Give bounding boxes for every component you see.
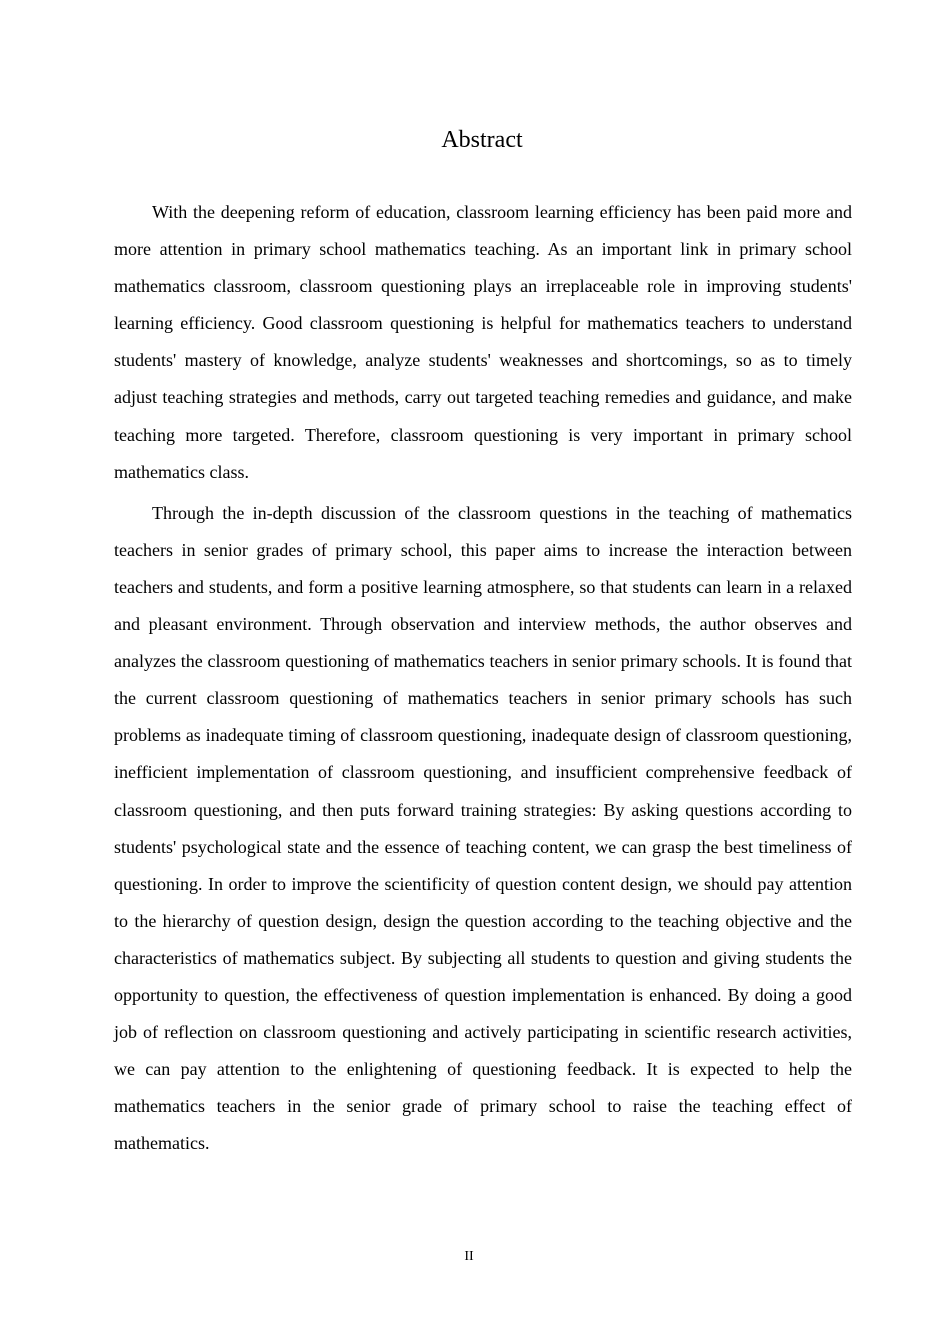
abstract-paragraph-1: With the deepening reform of education, classroom learning efficiency has been paid more and more attention in primary school mathematics teaching. As an important link in primary school mathematics classroom, classroom questioning plays an irreplaceable role in improving students' learning efficiency. Good classroom questioning is helpful for mathematics teachers to understand students' mastery of knowledge, analyze students' weaknesses and shortcomings, so as to timely adjust teaching strategies and methods, carry out targeted teaching remedies and guidance, and make teaching more targeted. Therefore, classroom questioning is very important in primary school mathematics class. (114, 202, 852, 482)
abstract-body (114, 194, 852, 1162)
abstract-paragraph-2: Through the in-depth discussion of the classroom questions in the teaching of mathematics teachers in senior grades of primary school, this paper aims to increase the interaction between teachers and students, and form a positive learning atmosphere, so that students can learn in a relaxed and pleasant environment. Through observation and interview methods, the author observes and analyzes the classroom questioning of mathematics teachers in senior primary schools. It is found that the current classroom questioning of mathematics teachers in senior primary schools has such problems as inadequate timing of classroom questioning, inadequate design of classroom questioning, inefficient implementation of classroom questioning, and insufficient comprehensive feedback of classroom questioning, and then puts forward training strategies: By asking questions according to students' psychological state and the essence of teaching content, we can grasp the best timeliness of questioning. In order to improve the scientificity of question content design, we should pay attention to the hierarchy of question design, design the question according to the teaching objective and the characteristics of mathematics subject. By subjecting all students to question and giving students the opportunity to question, the effectiveness of question implementation is enhanced. By doing a good job of reflection on classroom questioning and actively participating in scientific research activities, we can pay attention to the enlightening of questioning feedback. It is expected to help the mathematics teachers in the senior grade of primary school to raise the teaching effect of mathematics. (114, 502, 852, 1154)
page-number: II (464, 1249, 474, 1264)
page-title: Abstract (441, 127, 523, 153)
